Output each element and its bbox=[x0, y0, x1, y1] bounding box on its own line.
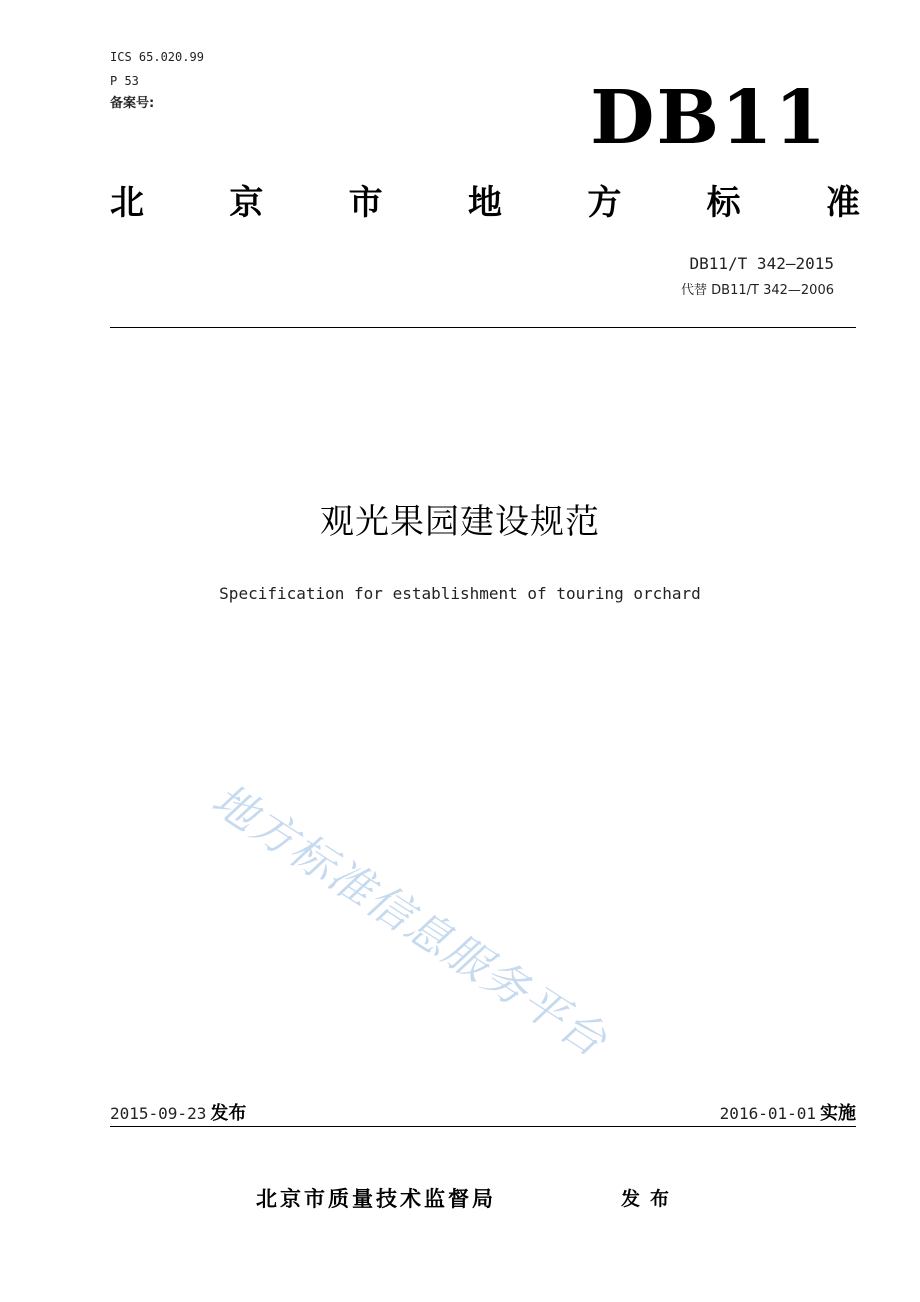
publish-date-row bbox=[110, 1102, 246, 1126]
implement-date: 2016-01-01 bbox=[719, 1104, 816, 1123]
publish-label: 发布 bbox=[210, 1103, 247, 1124]
ics-code: ICS 65.020.99 bbox=[110, 50, 204, 64]
standard-type-char: 准 bbox=[825, 183, 860, 223]
document-title-chinese: 观光果园建设规范 bbox=[320, 502, 600, 542]
document-title-english: Specification for establishment of touring orchard bbox=[219, 584, 701, 603]
classification-code: P 53 bbox=[110, 74, 139, 88]
standard-type-char: 地 bbox=[467, 183, 502, 223]
standard-type-char: 北 bbox=[110, 183, 144, 223]
standard-type-char: 京 bbox=[229, 183, 264, 223]
footer-divider bbox=[110, 1126, 856, 1127]
standard-number: DB11/T 342—2015 bbox=[689, 254, 834, 273]
issuing-action: 发布 bbox=[621, 1188, 680, 1210]
filing-number-label: 备案号: bbox=[110, 96, 155, 111]
implement-label: 实施 bbox=[820, 1103, 856, 1124]
issuing-authority: 北京市质量技术监督局 bbox=[256, 1187, 496, 1211]
header-divider bbox=[110, 327, 856, 328]
standard-type-char: 标 bbox=[706, 183, 741, 223]
publish-date: 2015-09-23 bbox=[110, 1104, 207, 1123]
replaces-standard: 代替 DB11/T 342—2006 bbox=[681, 283, 834, 298]
watermark: 地方标准信息服务平台 bbox=[202, 774, 617, 1068]
db11-logo: DB11 bbox=[590, 75, 828, 161]
standard-type-char: 方 bbox=[587, 183, 622, 223]
standard-type-heading bbox=[110, 180, 860, 226]
standard-type-char: 市 bbox=[348, 183, 383, 223]
implement-date-row bbox=[720, 1102, 856, 1126]
